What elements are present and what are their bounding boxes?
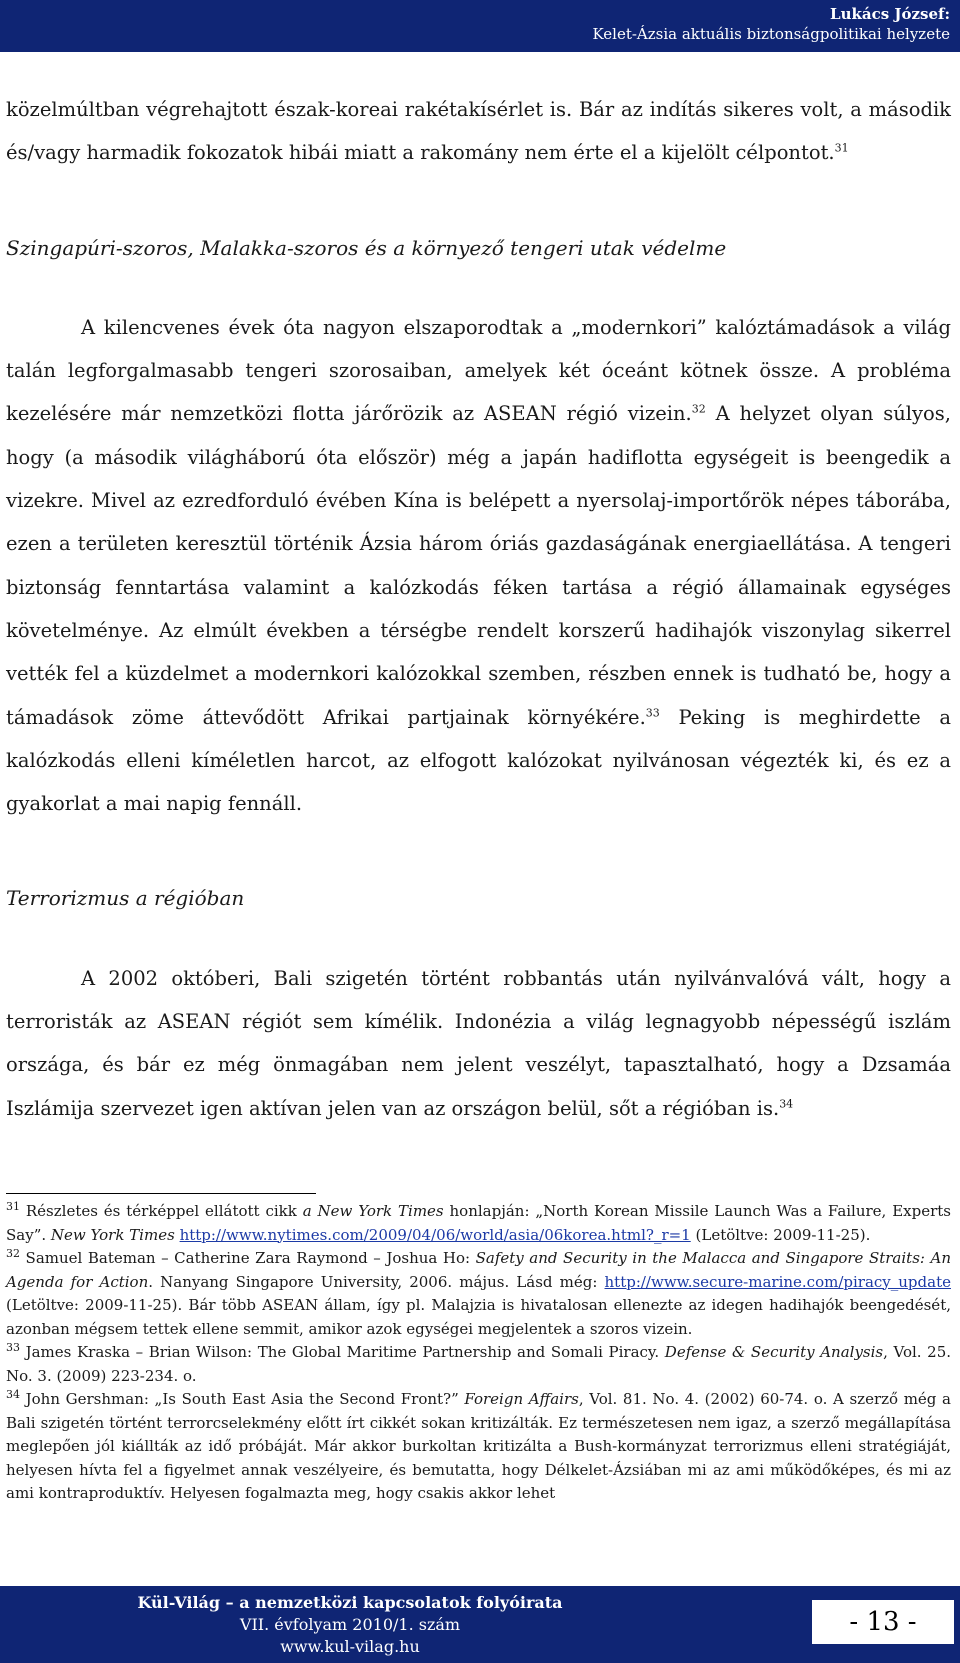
footnote-number: 32 [6, 1247, 20, 1260]
paragraph-intro [6, 88, 951, 175]
footnote-text: . Nanyang Singapore University, 2006. május. Lásd még: [148, 1272, 605, 1291]
footnote-ref-33[interactable]: 33 [645, 706, 660, 720]
paragraph-terrorism [6, 957, 951, 1130]
paragraph-text: A kilencvenes évek óta nagyon elszaporodtak a „modernkori” kalóztámadások a világ talán legforgalmasabb tengeri szorosaiban, amelyek két óceánt kötnek össze. A probléma kezelésére már nemzetközi flotta járőrözik az ASEAN régió vizein. [6, 315, 951, 426]
footnote-italic: a New York Times [302, 1202, 444, 1220]
page-header [0, 0, 960, 52]
footnote-ref-32[interactable]: 32 [691, 402, 706, 416]
footer-website[interactable]: www.kul-vilag.hu [280, 1637, 420, 1656]
footnote-text: honlapján: „North Korean Missile Launch Was a Failure, Experts Say”. [6, 1202, 951, 1244]
paragraph-text: A 2002 októberi, Bali szigetén történt robbantás után nyilvánvalóvá vált, hogy a terroristák az ASEAN régiót sem kímélik. Indonézia a világ legnagyobb népességű iszlám országa, és bár ez még önmagában nem jelent veszélyt, tapasztalható, hogy a Dzsamáa Iszlámija szervezet igen aktívan jelen van az országon belül, sőt a régióban is. [6, 966, 951, 1120]
article-body [6, 88, 951, 1130]
footnote-32 [6, 1247, 951, 1341]
section-heading-terrorism: Terrorizmus a régióban [6, 886, 245, 911]
footnote-number: 34 [6, 1388, 20, 1401]
footer-issue: VII. évfolyam 2010/1. szám [239, 1615, 461, 1634]
footnote-italic: Defense & Security Analysis [664, 1343, 884, 1361]
footer-journal-info [0, 1592, 700, 1658]
paragraph-text: A helyzet olyan súlyos, hogy (a második világháború óta először) még a japán hadiflotta egységeit is beengedik a vizekre. Mivel az ezredforduló évében Kína is belépett a nyersolaj-importőrök népes táborába, ezen a területen keresztül történik Ázsia három óriás gazdaságának energiaellátása. A tengeri biztonság fenntartása valamint a kalózkodás féken tartása a régió államainak egységes követelménye. Az elmúlt években a térségbe rendelt korszerű hadihajók viszonylag sikerrel vették fel a küzdelmet a modernkori kalózokkal szemben, részben ennek is tudható be, hogy a támadások zöme áttevődött Afrikai partjainak környékére. [6, 402, 951, 729]
footnote-text: John Gershman: „Is South East Asia the Second Front?” [20, 1390, 465, 1408]
footnote-ref-31[interactable]: 31 [834, 141, 849, 155]
footnote-31 [6, 1200, 951, 1247]
header-article-title: Kelet-Ázsia aktuális biztonságpolitikai helyzete [592, 25, 950, 43]
page-footer [0, 1586, 960, 1663]
footnote-33 [6, 1341, 951, 1388]
footnote-link-secure-marine[interactable]: http://www.secure-marine.com/piracy_update [604, 1272, 951, 1291]
footnote-text: , Vol. 25. No. 3. (2009) 223-234. o. [6, 1343, 952, 1385]
footnote-text: James Kraska – Brian Wilson: The Global Maritime Partnership and Somali Piracy. [20, 1343, 665, 1361]
section-heading-straits: Szingapúri-szoros, Malakka-szoros és a környező tengeri utak védelme [6, 235, 727, 260]
footnote-number: 31 [6, 1200, 20, 1213]
footnote-text: Samuel Bateman – Catherine Zara Raymond – Joshua Ho: [20, 1249, 476, 1267]
paragraph-piracy [6, 306, 951, 826]
footnote-ref-34[interactable]: 34 [779, 1097, 794, 1111]
footnote-number: 33 [6, 1341, 20, 1354]
footnote-italic: Foreign Affairs [464, 1390, 579, 1408]
footnote-text: Részletes és térképpel ellátott cikk [20, 1202, 303, 1220]
header-author: Lukács József: [830, 5, 950, 23]
footnote-link-nytimes[interactable]: http://www.nytimes.com/2009/04/06/world/asia/06korea.html?_r=1 [179, 1225, 691, 1244]
paragraph-text: közelmúltban végrehajtott észak-koreai rakétakísérlet is. Bár az indítás sikeres volt, a második és/vagy harmadik fokozatok hibái miatt a rakomány nem érte el a kijelölt célpontot. [6, 98, 951, 165]
footnote-divider [6, 1193, 316, 1194]
page-number: - 13 - [812, 1600, 954, 1644]
footnote-text: , Vol. 81. No. 4. (2002) 60-74. o. A szerző még a Bali szigetén történt terrorcselekmény előtt írt cikkét sokan kritizálták. Ez természetesen nem igaz, a szerző megállapítása meglepően jól kiállták az idő próbáját. Már akkor burkoltan kritizálta a Bush-kormányzat terrorizmus elleni stratégiáját, helyesen hívta fel a figyelmet annak veszélyeire, és bemutatta, hogy Délkelet-Ázsiában mi az ami működőképes, és mi az ami kontraproduktív. Helyesen fogalmazta meg, hogy csakis akkor lehet [6, 1390, 951, 1502]
footer-journal-title: Kül-Világ – a nemzetközi kapcsolatok folyóirata [137, 1593, 563, 1612]
footnote-text: (Letöltve: 2009-11-25). [690, 1225, 871, 1244]
paragraph-text: Peking is meghirdette a kalózkodás elleni kíméletlen harcot, az elfogott kalózokat nyilvánosan végezték ki, és ez a gyakorlat a mai napig fennáll. [6, 705, 951, 816]
footnote-34 [6, 1388, 951, 1506]
footnotes [6, 1200, 951, 1506]
footnote-italic: New York Times [50, 1225, 175, 1244]
footnote-text: (Letöltve: 2009-11-25). Bár több ASEAN állam, így pl. Malajzia is hivatalosan ellenezte az idegen hadihajók beengedését, azonban mégsem tettek ellene semmit, amikor azok egységei megjelentek a szoros vizein. [6, 1296, 951, 1338]
footnote-italic: Safety and Security in the Malacca and Singapore Straits: An Agenda for Action [6, 1249, 951, 1291]
